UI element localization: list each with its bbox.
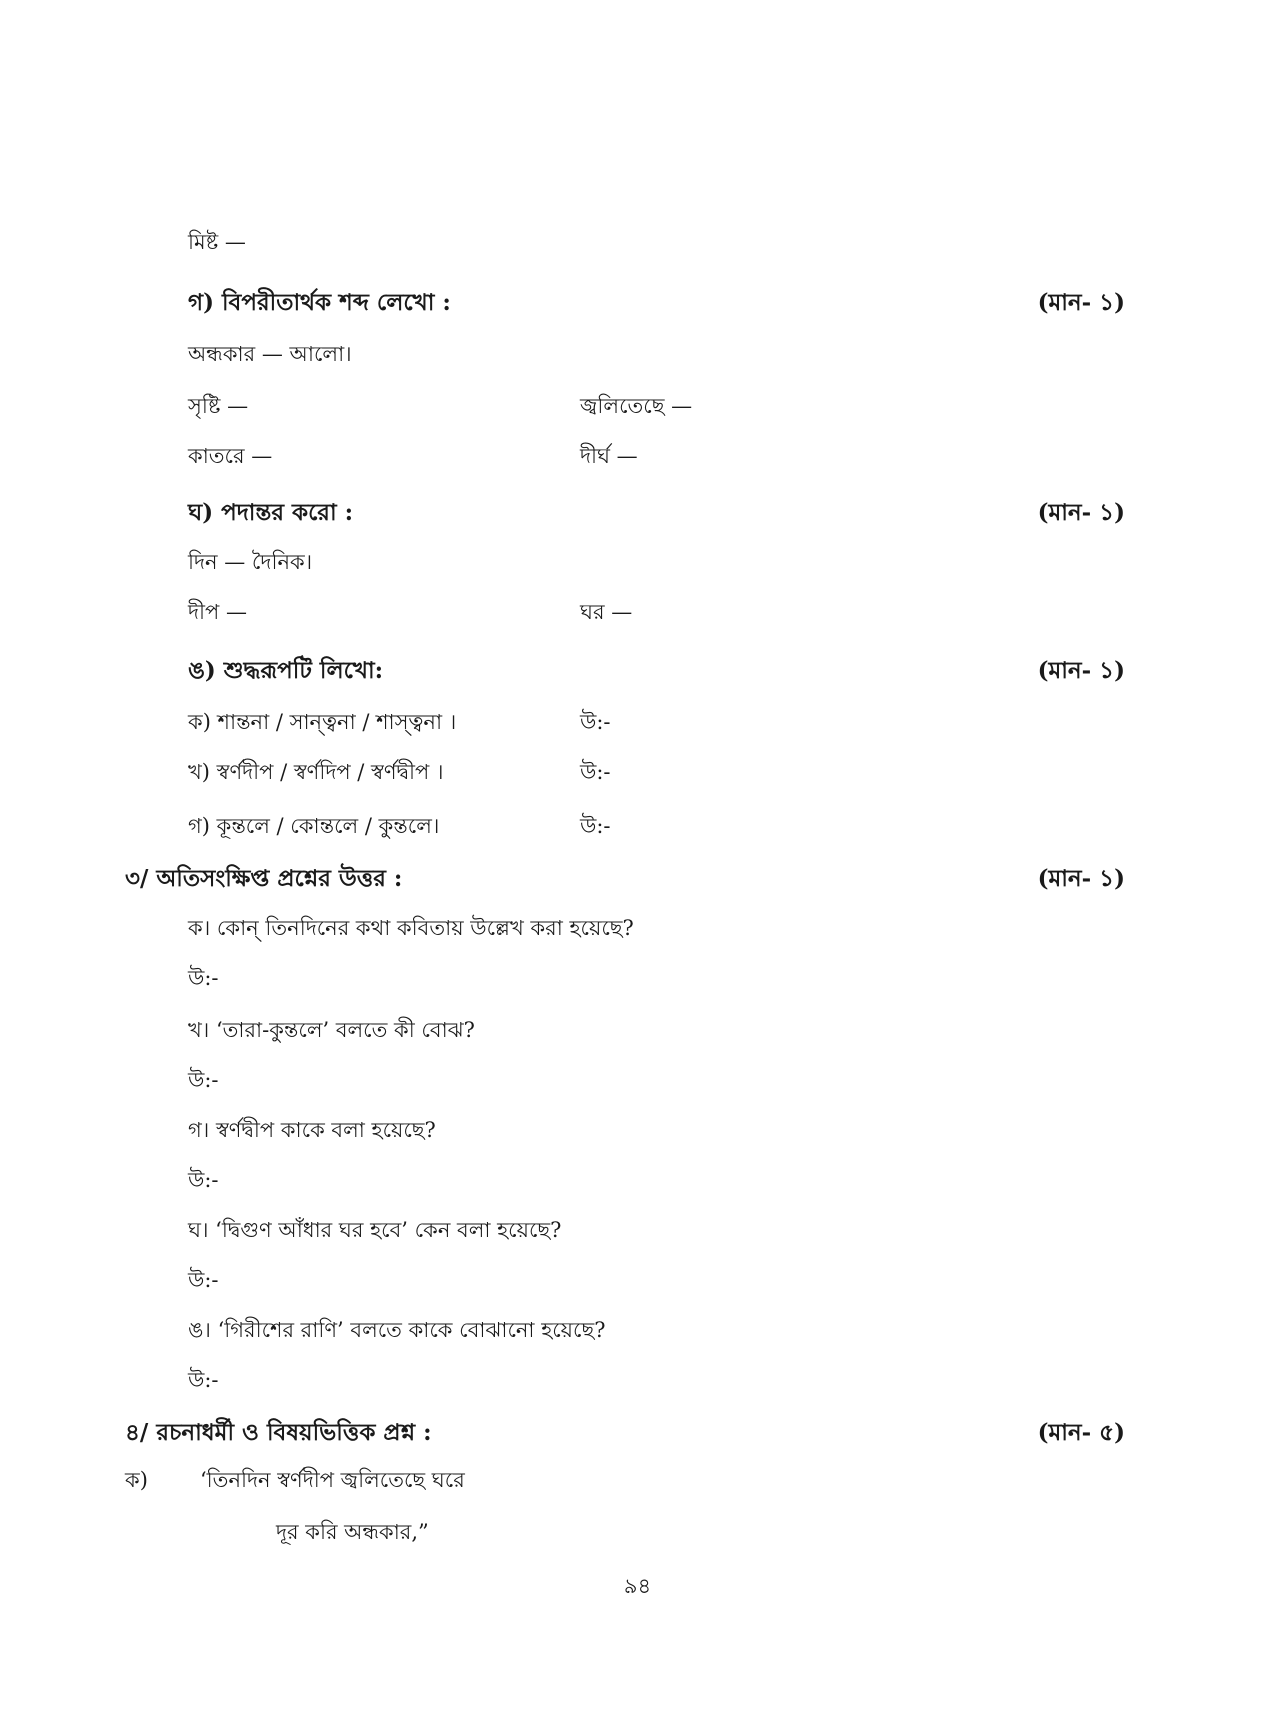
antonym-item: জ্বলিতেছে — xyxy=(580,394,693,418)
short-question: ঘ। ‘দ্বিগুণ আঁধার ঘর হবে’ কেন বলা হয়েছে? xyxy=(188,1218,562,1242)
conversion-example: দিন — দৈনিক। xyxy=(188,550,313,574)
sec4-item-label: ক) xyxy=(125,1468,148,1492)
antonyms-example: অন্ধকার — আলো। xyxy=(188,342,352,366)
sec3-heading: ৩/ অতিসংক্ষিপ্ত প্রশ্নের উত্তর : xyxy=(125,865,403,892)
answer-label: উ:- xyxy=(188,1168,219,1192)
spelling-question: খ) স্বর্ণদীপ / স্বর্ণদিপ / স্বর্ণদ্বীপ । xyxy=(188,760,444,784)
spelling-answer-label: উ:- xyxy=(580,814,611,838)
sec4-marks: (মান- ৫) xyxy=(1037,1419,1125,1446)
antonyms-marks: (মান- ১) xyxy=(1037,289,1125,316)
conversion-item: দীপ — xyxy=(188,600,247,624)
spelling-question: ক) শান্তনা / সান্ত্বনা / শাস্ত্বনা । xyxy=(188,710,457,734)
spelling-heading: ঙ) শুদ্ধরূপটি লিখো: xyxy=(188,657,384,684)
answer-label: উ:- xyxy=(188,1268,219,1292)
short-question: খ। ‘তারা-কুন্তলে’ বলতে কী বোঝ? xyxy=(188,1018,475,1042)
short-question: ঙ। ‘গিরীশের রাণি’ বলতে কাকে বোঝানো হয়েছে? xyxy=(188,1318,606,1342)
answer-label: উ:- xyxy=(188,1068,219,1092)
spelling-marks: (মান- ১) xyxy=(1037,657,1125,684)
short-question: গ। স্বর্ণদ্বীপ কাকে বলা হয়েছে? xyxy=(188,1118,436,1142)
answer-label: উ:- xyxy=(188,966,219,990)
spelling-answer-label: উ:- xyxy=(580,710,611,734)
conversion-item: ঘর — xyxy=(580,600,633,624)
antonym-item: দীর্ঘ — xyxy=(580,444,638,468)
spelling-answer-label: উ:- xyxy=(580,760,611,784)
antonym-item: কাতরে — xyxy=(188,444,273,468)
quote-line-2: দূর করি অন্ধকার,” xyxy=(276,1520,429,1544)
sec4-heading: ৪/ রচনাধর্মী ও বিষয়ভিত্তিক প্রশ্ন : xyxy=(125,1419,432,1446)
sec3-marks: (মান- ১) xyxy=(1037,865,1125,892)
conversion-marks: (মান- ১) xyxy=(1037,499,1125,526)
prev-item: মিষ্ট — xyxy=(188,230,246,254)
spelling-question: গ) কূন্তলে / কোন্তলে / কুন্তলে। xyxy=(188,814,440,838)
antonyms-heading: গ) বিপরীতার্থক শব্দ লেখো : xyxy=(188,289,451,316)
answer-label: উ:- xyxy=(188,1368,219,1392)
short-question: ক। কোন্ তিনদিনের কথা কবিতায় উল্লেখ করা হয়েছে? xyxy=(188,916,634,940)
quote-line-1: ‘তিনদিন স্বর্ণদীপ জ্বলিতেছে ঘরে xyxy=(200,1468,465,1492)
page-number: ৯৪ xyxy=(623,1574,652,1598)
conversion-heading: ঘ) পদান্তর করো : xyxy=(188,499,354,526)
antonym-item: সৃষ্টি — xyxy=(188,394,249,418)
